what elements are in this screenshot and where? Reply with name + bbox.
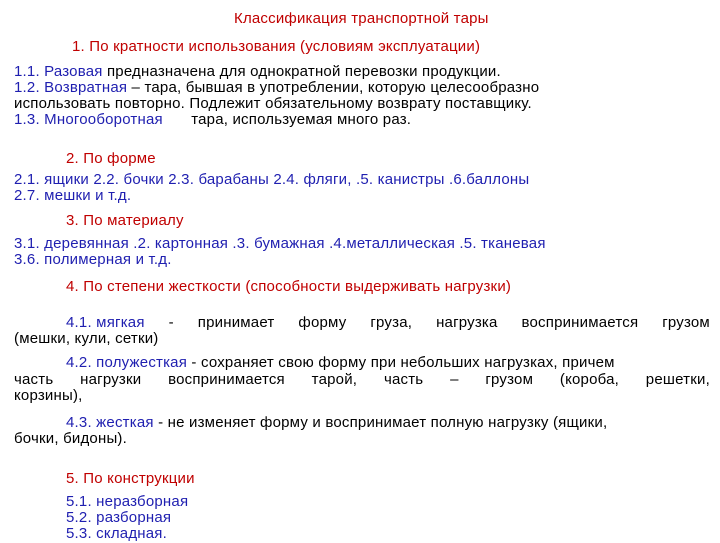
word: воспринимается (521, 314, 639, 331)
word: грузом (662, 314, 710, 331)
s1-text-2: – тара, бывшая в употреблении, которую целесообразно (127, 79, 540, 96)
s1-line-4 (14, 111, 411, 129)
s1-term-1: 1.1. Разовая (14, 63, 103, 80)
s5-item-3: 5.3. складная. (66, 525, 167, 542)
s2-line-1: 2.1. ящики 2.2. бочки 2.3. барабаны 2.4. фляги, .5. канистры .6.баллоны (14, 171, 530, 188)
word: воспринимается (168, 371, 285, 388)
section-5-heading: 5. По конструкции (66, 470, 195, 487)
page-title: Классификация транспортной тары (234, 10, 489, 27)
s4-p3-text-1: - не изменяет форму и воспринимает полную нагрузку (ящики, (153, 414, 608, 431)
s4-p3-line-1 (66, 414, 607, 432)
word: груза, (370, 314, 413, 331)
s1-line-3: использовать повторно. Подлежит обязательному возврату поставщику. (14, 95, 532, 112)
s2-line-2: 2.7. мешки и т.д. (14, 187, 132, 204)
s3-line-2: 3.6. полимерная и т.д. (14, 251, 172, 268)
s5-item-1: 5.1. неразборная (66, 493, 189, 510)
word: нагрузка (436, 314, 498, 331)
word: принимает (197, 314, 275, 331)
s4-p2-line-3: корзины), (14, 387, 83, 404)
word: нагрузки (80, 371, 142, 388)
word: – (450, 371, 459, 388)
s4-p3-line-2: бочки, бидоны). (14, 430, 127, 447)
s4-term-1: 4.1. мягкая (66, 314, 145, 331)
s4-p2-text-1: - сохраняет свою форму при небольших нагрузках, причем (187, 354, 615, 371)
section-3-heading: 3. По материалу (66, 212, 184, 229)
s4-p1-line-2: (мешки, кули, сетки) (14, 330, 159, 347)
section-1-heading: 1. По кратности использования (условиям эксплуатации) (72, 38, 481, 55)
s5-item-2: 5.2. разборная (66, 509, 172, 526)
s4-p2-line-2 (14, 371, 710, 389)
s4-term-3: 4.3. жесткая (66, 414, 154, 431)
word: грузом (485, 371, 534, 388)
word: - (168, 314, 174, 331)
section-2-heading: 2. По форме (66, 150, 156, 167)
s4-p2-line-1 (66, 354, 615, 372)
s3-line-1: 3.1. деревянная .2. картонная .3. бумажная .4.металлическая .5. тканевая (14, 235, 546, 252)
s4-term-2: 4.2. полужесткая (66, 354, 188, 371)
word: решетки, (645, 371, 710, 388)
word: (короба, (559, 371, 620, 388)
s1-text-4: тара, используемая много раз. (191, 111, 412, 128)
word: часть (383, 371, 424, 388)
section-4-heading: 4. По степени жесткости (способности выдерживать нагрузки) (66, 278, 512, 295)
word: тарой, (311, 371, 358, 388)
s1-term-2: 1.2. Возвратная (14, 79, 128, 96)
word: форму (298, 314, 347, 331)
s1-text-1: предназначена для однократной перевозки продукции. (102, 63, 501, 80)
s1-term-3: 1.3. Многооборотная (14, 111, 163, 128)
word: часть (14, 371, 54, 388)
